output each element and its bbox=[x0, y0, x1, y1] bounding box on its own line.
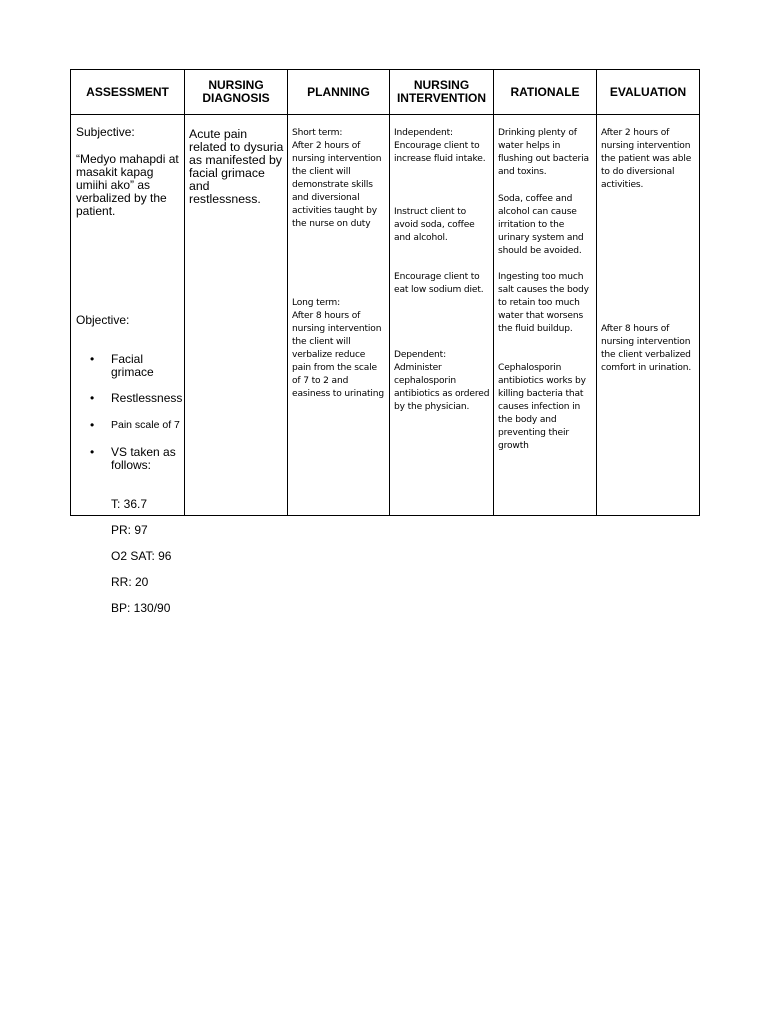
header-nursing-diagnosis: NURSING DIAGNOSIS bbox=[185, 70, 288, 115]
planning-short-term: Short term: After 2 hours of nursing intervention the client will demonstrate skills and diversional activities taught by the nurse on duty bbox=[292, 128, 382, 229]
intervention-avoid: Instruct client to avoid soda, coffee and alcohol. bbox=[394, 207, 475, 243]
objective-item: • Facial grimace bbox=[76, 353, 184, 379]
vital-sign: RR: 20 bbox=[111, 575, 149, 589]
header-evaluation: EVALUATION bbox=[597, 70, 700, 115]
objective-item: • Pain scale of 7 bbox=[76, 418, 184, 433]
rationale-cell bbox=[494, 115, 597, 516]
objective-label: Objective: bbox=[76, 313, 130, 327]
evaluation-short-term: After 2 hours of nursing intervention the patient was able to do diversional activities. bbox=[601, 128, 692, 190]
objective-item: • VS taken as follows: bbox=[76, 446, 184, 472]
vital-sign: O2 SAT: 96 bbox=[111, 549, 172, 563]
intervention-diet: Encourage client to eat low sodium diet. bbox=[394, 272, 484, 295]
subjective-label: Subjective: bbox=[76, 125, 135, 139]
header-row bbox=[71, 70, 700, 115]
header-planning: PLANNING bbox=[288, 70, 390, 115]
intervention-independent: Independent: Encourage client to increase fluid intake. bbox=[394, 128, 486, 164]
vital-sign: BP: 130/90 bbox=[111, 601, 171, 615]
vital-sign: PR: 97 bbox=[111, 523, 148, 537]
objective-list bbox=[76, 340, 184, 485]
header-rationale: RATIONALE bbox=[494, 70, 597, 115]
planning-long-term: Long term: After 8 hours of nursing intervention the client will verbalize reduce pain from the scale of 7 to 2 and easiness to urinating bbox=[292, 298, 385, 399]
rationale-soda: Soda, coffee and alcohol can cause irritation to the urinary system and should be avoided. bbox=[498, 194, 584, 256]
rationale-antibiotics: Cephalosporin antibiotics works by killing bacteria that causes infection in the body and preventing their growth bbox=[498, 363, 586, 451]
subjective-text: “Medyo mahapdi at masakit kapag umiihi ako” as verbalized by the patient. bbox=[76, 152, 179, 218]
evaluation-long-term: After 8 hours of nursing intervention the client verbalized comfort in urination. bbox=[601, 324, 692, 373]
header-assessment: ASSESSMENT bbox=[71, 70, 185, 115]
rationale-salt: Ingesting too much salt causes the body to retain too much water that worsens the fluid buildup. bbox=[498, 272, 589, 334]
content-row bbox=[71, 115, 700, 516]
intervention-cell bbox=[390, 115, 494, 516]
objective-item: • Restlessness bbox=[76, 392, 184, 405]
intervention-dependent: Dependent: Administer cephalosporin antibiotics as ordered by the physician. bbox=[394, 350, 490, 412]
vital-sign: T: 36.7 bbox=[111, 497, 148, 511]
evaluation-cell bbox=[597, 115, 700, 516]
diagnosis-cell bbox=[185, 115, 288, 516]
rationale-water: Drinking plenty of water helps in flushing out bacteria and toxins. bbox=[498, 128, 589, 177]
header-nursing-intervention: NURSING INTERVENTION bbox=[390, 70, 494, 115]
objective-section bbox=[76, 327, 184, 628]
planning-cell bbox=[288, 115, 390, 516]
assessment-cell bbox=[71, 115, 185, 615]
diagnosis-text: Acute pain related to dysuria as manifested by facial grimace and restlessness. bbox=[189, 127, 284, 206]
nursing-care-plan-table bbox=[70, 69, 700, 615]
